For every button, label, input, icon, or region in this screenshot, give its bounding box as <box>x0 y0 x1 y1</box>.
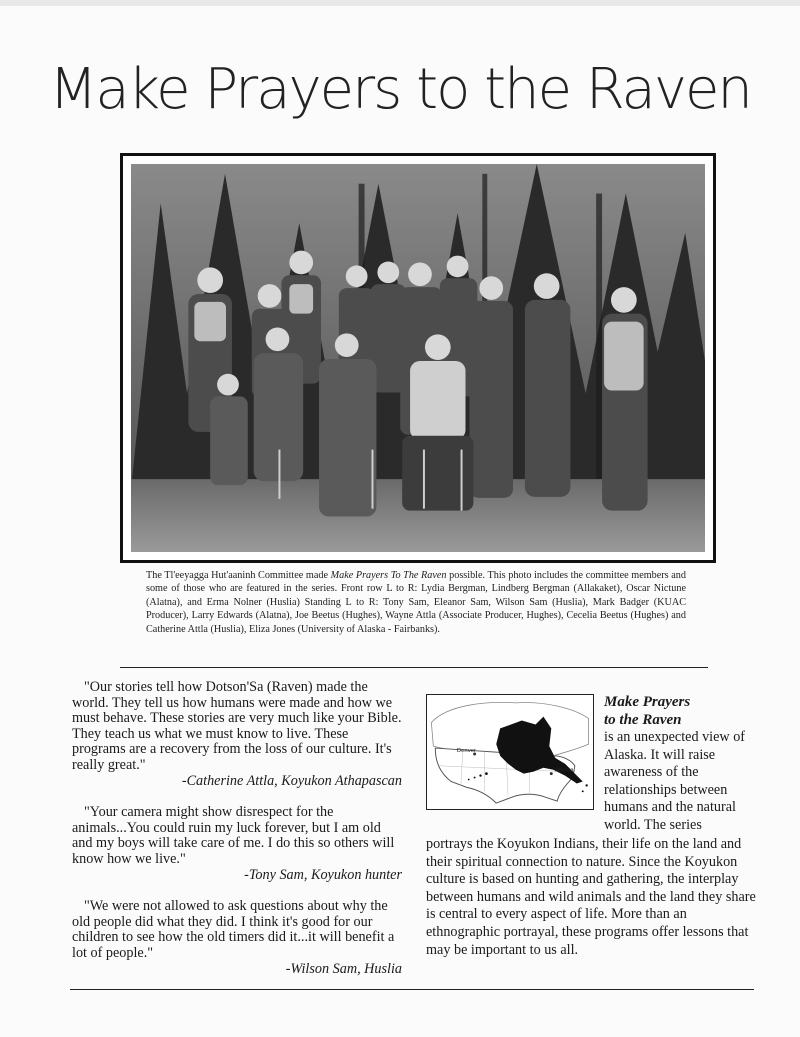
quote-wilson-sam <box>72 899 404 977</box>
description-side-text: is an unexpected view of Alaska. It will raise awareness of the relationships between humans and the natural world. The series <box>604 729 746 833</box>
bottom-divider <box>70 989 754 990</box>
caption-program-title: Make Prayers To The Raven <box>330 570 447 581</box>
photo-caption <box>146 569 686 636</box>
description-heading-line2: to the Raven <box>604 712 682 728</box>
quotes-column <box>72 680 404 993</box>
group-photo-frame <box>120 153 716 563</box>
caption-text-intro: The Tl'eeyagga Hut'aaninh Committee made <box>146 570 331 581</box>
page-title: Make Prayers to the Raven <box>49 57 751 122</box>
map-illustration <box>427 695 593 809</box>
description-heading <box>604 693 764 729</box>
map-label-atlanta: Atlanta <box>555 767 574 774</box>
quote-tony-sam <box>72 805 404 883</box>
group-photo-illustration <box>131 164 705 552</box>
description-full-text: portrays the Koyukon Indians, their life on the land and their spiritual connection to nature. Since the Koyukon culture is based on hunting and gathering, the interplay between humans and wild animals and the land they share is central to every aspect of life. More than an ethnographic portrayal, these programs offer lessons that may be important to us all. <box>426 836 756 958</box>
description-heading-line1: Make Prayers <box>604 694 691 710</box>
caption-divider <box>120 667 708 668</box>
quote-text: "Your camera might show disrespect for the animals...You could ruin my luck forever, but I am old and my boys will take care of me. I do this so others will know how we live." <box>72 804 395 867</box>
quote-text: "We were not allowed to ask questions about why the old people did what they did. I think it's good for our children to see how the old timers did it...it will benefit a lot of people." <box>72 898 395 961</box>
top-edge-band <box>0 0 800 6</box>
group-photo <box>131 164 705 552</box>
map-label-denver: Denver <box>456 748 476 754</box>
caption-text-body: possible. This photo includes the committee members and some of those who are featured in the series. Front row L to R: Lydia Bergman, Lindberg Bergman (Allakaket), Oscar Nictune (Alatna), and Erma Nolner (Huslia) Standing L to R: Tony Sam, Eleanor Sam, Wilson Sam (Huslia), Mark Badger (KUAC Producer), Larry Edwards (Alatna), Joe Beetus (Hughes), Wayne Attla (Associate Producer, Hughes), Cecelia Beetus (Hughes) and Catherine Attla (Huslia), Eliza Jones (University of Alaska - Fairbanks). <box>146 570 686 635</box>
quote-catherine-attla <box>72 680 404 789</box>
quote-attribution: -Tony Sam, Koyukon hunter <box>244 866 402 883</box>
alaska-us-map <box>426 694 594 810</box>
quote-attribution: -Catherine Attla, Koyukon Athapascan <box>181 772 402 789</box>
quote-text: "Our stories tell how Dotson'Sa (Raven) made the world. They tell us how humans were made and how we must behave. These stories are very much like your Bible. They teach us what we must know to live. These programs are a recovery from the loss of our culture. It's really great." <box>72 679 402 773</box>
quote-attribution: -Wilson Sam, Huslia <box>285 960 402 977</box>
